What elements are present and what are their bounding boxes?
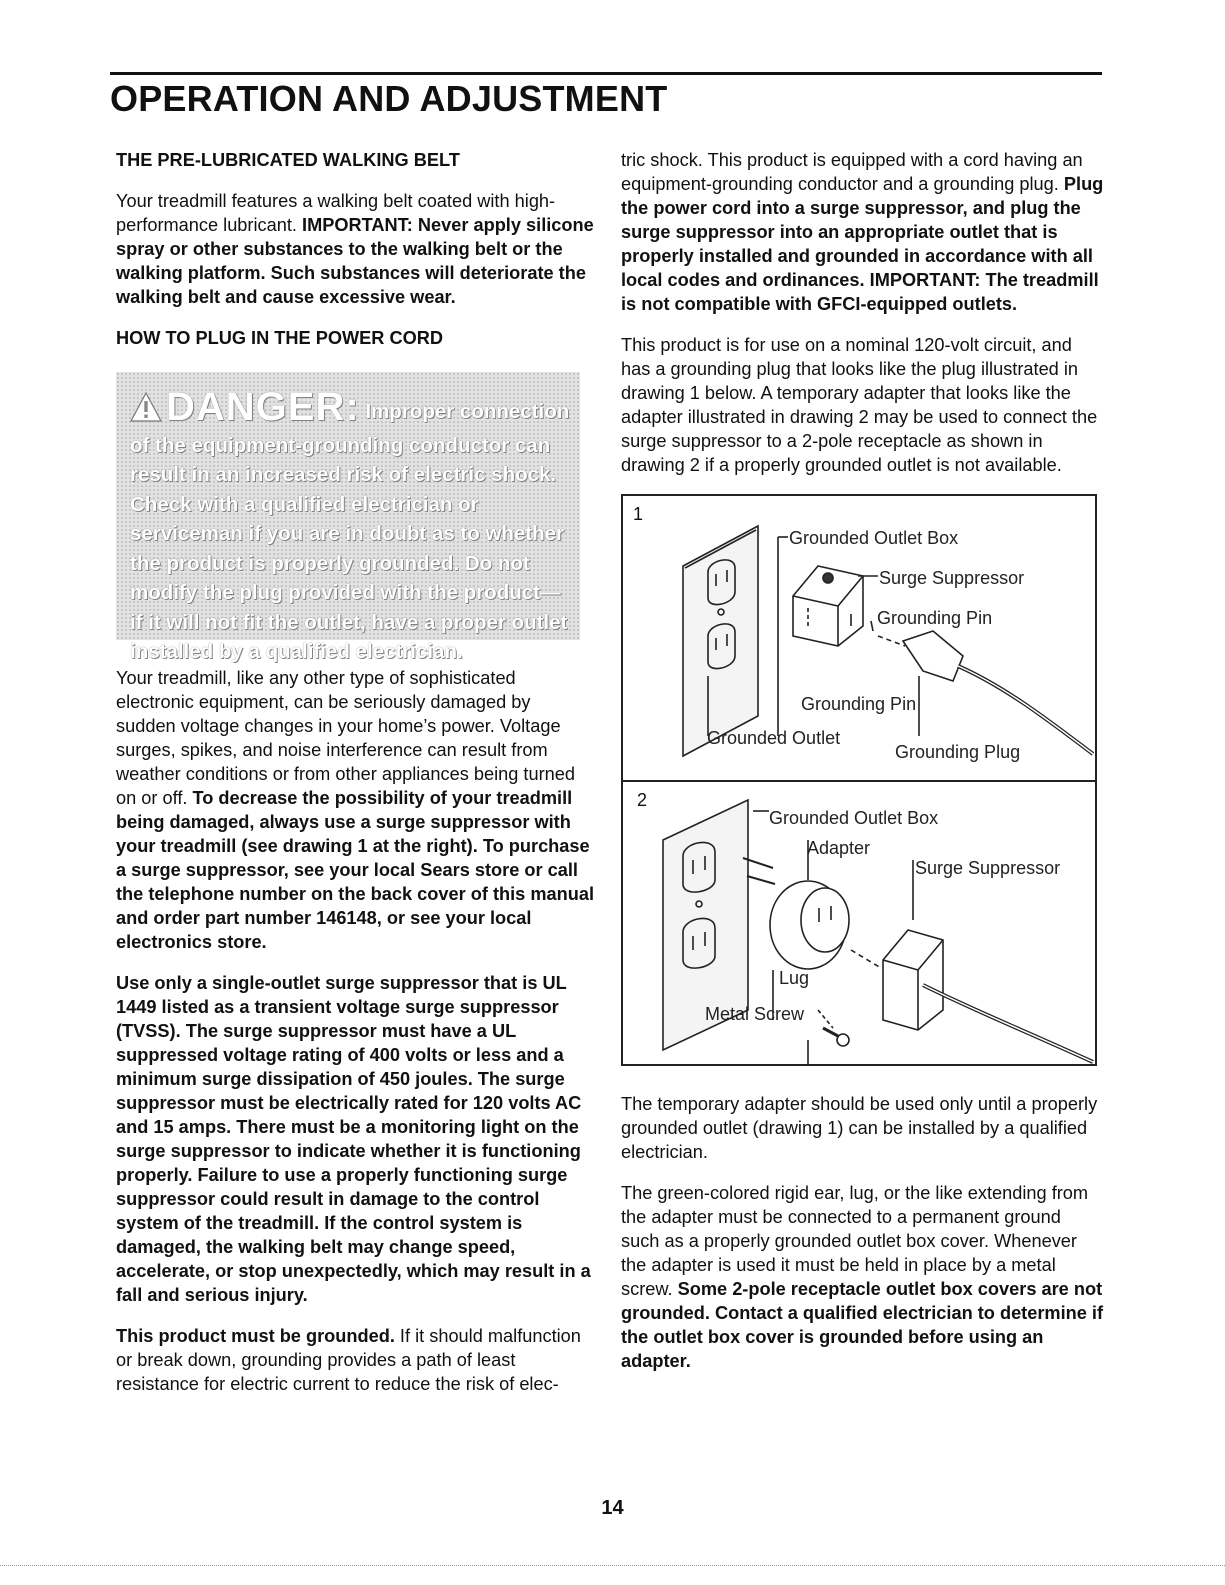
page-title: OPERATION AND ADJUSTMENT	[110, 78, 668, 119]
circuit-paragraph: This product is for use on a nominal 120-volt circuit, and has a grounding plug that looks like the plug illustrated in drawing 1 below. A temporary adapter that looks like the adapter illustrated in drawing 2 may be used to connect the surge suppressor to a 2-pole receptacle as shown in drawing 2 if a properly grounded outlet is not available.	[621, 335, 1098, 475]
belt-paragraph-warning: IMPORTANT: Never apply silicone spray or other substances to the walking belt or the walking platform. Such substances will deteriorate the walking belt and cause excessive wear.	[116, 215, 594, 307]
shock-paragraph-text: tric shock. This product is equipped with a cord having an equipment-grounding conductor and a grounding plug.	[621, 150, 1083, 194]
drawing-2-label-outlet-box: Grounded Outlet Box	[769, 808, 939, 828]
left-column	[116, 148, 594, 1413]
green-lug-paragraph-text: The green-colored rigid ear, lug, or the like extending from the adapter must be connected to a permanent ground such as a properly grounded outlet box cover. Whenever the adapter is used it must be held in place by a metal screw.	[621, 1183, 1089, 1299]
green-lug-paragraph-bold: Some 2-pole receptacle outlet box covers are not grounded. Contact a qualified electrician to determine if the outlet box cover is grounded before using an adapter.	[621, 1279, 1104, 1371]
ground-paragraph-text: If it should malfunction or break down, grounding provides a path of least resistance for electric current to reduce the risk of elec-	[116, 1326, 581, 1394]
section-heading-belt: THE PRE-LUBRICATED WALKING BELT	[116, 150, 460, 170]
drawing-1-label-grounding-plug: Grounding Plug	[895, 742, 1021, 762]
drawings-figure	[621, 494, 1097, 1066]
section-heading-power-cord: HOW TO PLUG IN THE POWER CORD	[116, 328, 444, 348]
bottom-dotted-rule	[0, 1565, 1225, 1567]
shock-paragraph	[621, 148, 1104, 316]
surge-paragraph-text: Your treadmill, like any other type of sophisticated electronic equipment, can be seriously damaged by sudden voltage changes in your home’s power. Voltage surges, spikes, and noise interference can result from weather conditions or from other appliances being turned on or off.	[116, 668, 576, 808]
drawing-2-label-adapter: Adapter	[807, 838, 871, 858]
drawing-1-label-grounding-pin-center: Grounding Pin	[801, 694, 917, 714]
warning-triangle-icon	[130, 392, 162, 431]
danger-word: DANGER:	[166, 385, 360, 429]
page-number: 14	[601, 1497, 624, 1519]
title-rule	[110, 72, 1102, 75]
drawing-1-label-grounding-pin-right: Grounding Pin	[877, 608, 993, 628]
drawing-2-label-surge: Surge Suppressor	[915, 858, 1061, 878]
right-column	[621, 148, 1104, 1390]
drawing-1-label-surge: Surge Suppressor	[879, 568, 1025, 588]
drawing-1-number: 1	[633, 504, 644, 524]
drawing-1-label-outlet-box: Grounded Outlet Box	[789, 528, 959, 548]
drawing-2-number: 2	[637, 790, 648, 810]
danger-message: Improper connection of the equipment-grounding conductor can result in an increased risk of electric shock. Check with a qualified electrician or serviceman if you are in doubt as to whether the product is properly grounded. Do not modify the plug provided with the product—if it will not fit the outlet, have a proper outlet installed by a qualified electrician.	[130, 400, 570, 663]
ul-paragraph-bold: Use only a single-outlet surge suppressor that is UL 1449 listed as a transient voltage surge suppressor (TVSS). The surge suppressor must have a UL suppressed voltage rating of 400 volts or less and a minimum surge dissipation of 450 joules. The surge suppressor must be electrically rated for 120 volts AC and 15 amps. There must be a monitoring light on the surge suppressor to indicate whether it is functioning properly. Failure to use a properly functioning surge suppressor could result in damage to the control system of the treadmill. If the control system is damaged, the walking belt may change speed, accelerate, or stop unexpectedly, which may result in a fall and serious injury.	[116, 973, 591, 1305]
drawing-2-label-metal-screw: Metal Screw	[705, 1004, 805, 1024]
shock-paragraph-bold: Plug the power cord into a surge suppressor, and plug the surge suppressor into an appropriate outlet that is properly installed and grounded in accordance with all local codes and ordinances. IMPORTANT: The treadmill is not compatible with GFCI-equipped outlets.	[621, 174, 1104, 314]
ul-paragraph	[116, 971, 594, 1307]
belt-paragraph	[116, 189, 594, 309]
surge-paragraph-bold: To decrease the possibility of your treadmill being damaged, always use a surge suppressor with your treadmill (see drawing 1 at the right). To purchase a surge suppressor, see your local Sears store or call the telephone number on the back cover of this manual and order part number 146148, or see your local electronics store.	[116, 788, 595, 952]
drawing-1-label-grounded-outlet: Grounded Outlet	[707, 728, 841, 748]
temp-adapter-paragraph: The temporary adapter should be used only until a properly grounded outlet (drawing 1) can be installed by a qualified electrician.	[621, 1094, 1098, 1162]
ground-paragraph	[116, 1324, 594, 1396]
green-lug-paragraph	[621, 1181, 1104, 1373]
danger-text-block	[130, 385, 570, 667]
ground-paragraph-bold: This product must be grounded.	[116, 1326, 395, 1346]
surge-paragraph	[116, 666, 594, 954]
belt-paragraph-text: Your treadmill features a walking belt coated with high-performance lubricant.	[116, 191, 556, 235]
danger-box	[116, 372, 580, 663]
drawing-2-label-lug: Lug	[779, 968, 810, 988]
